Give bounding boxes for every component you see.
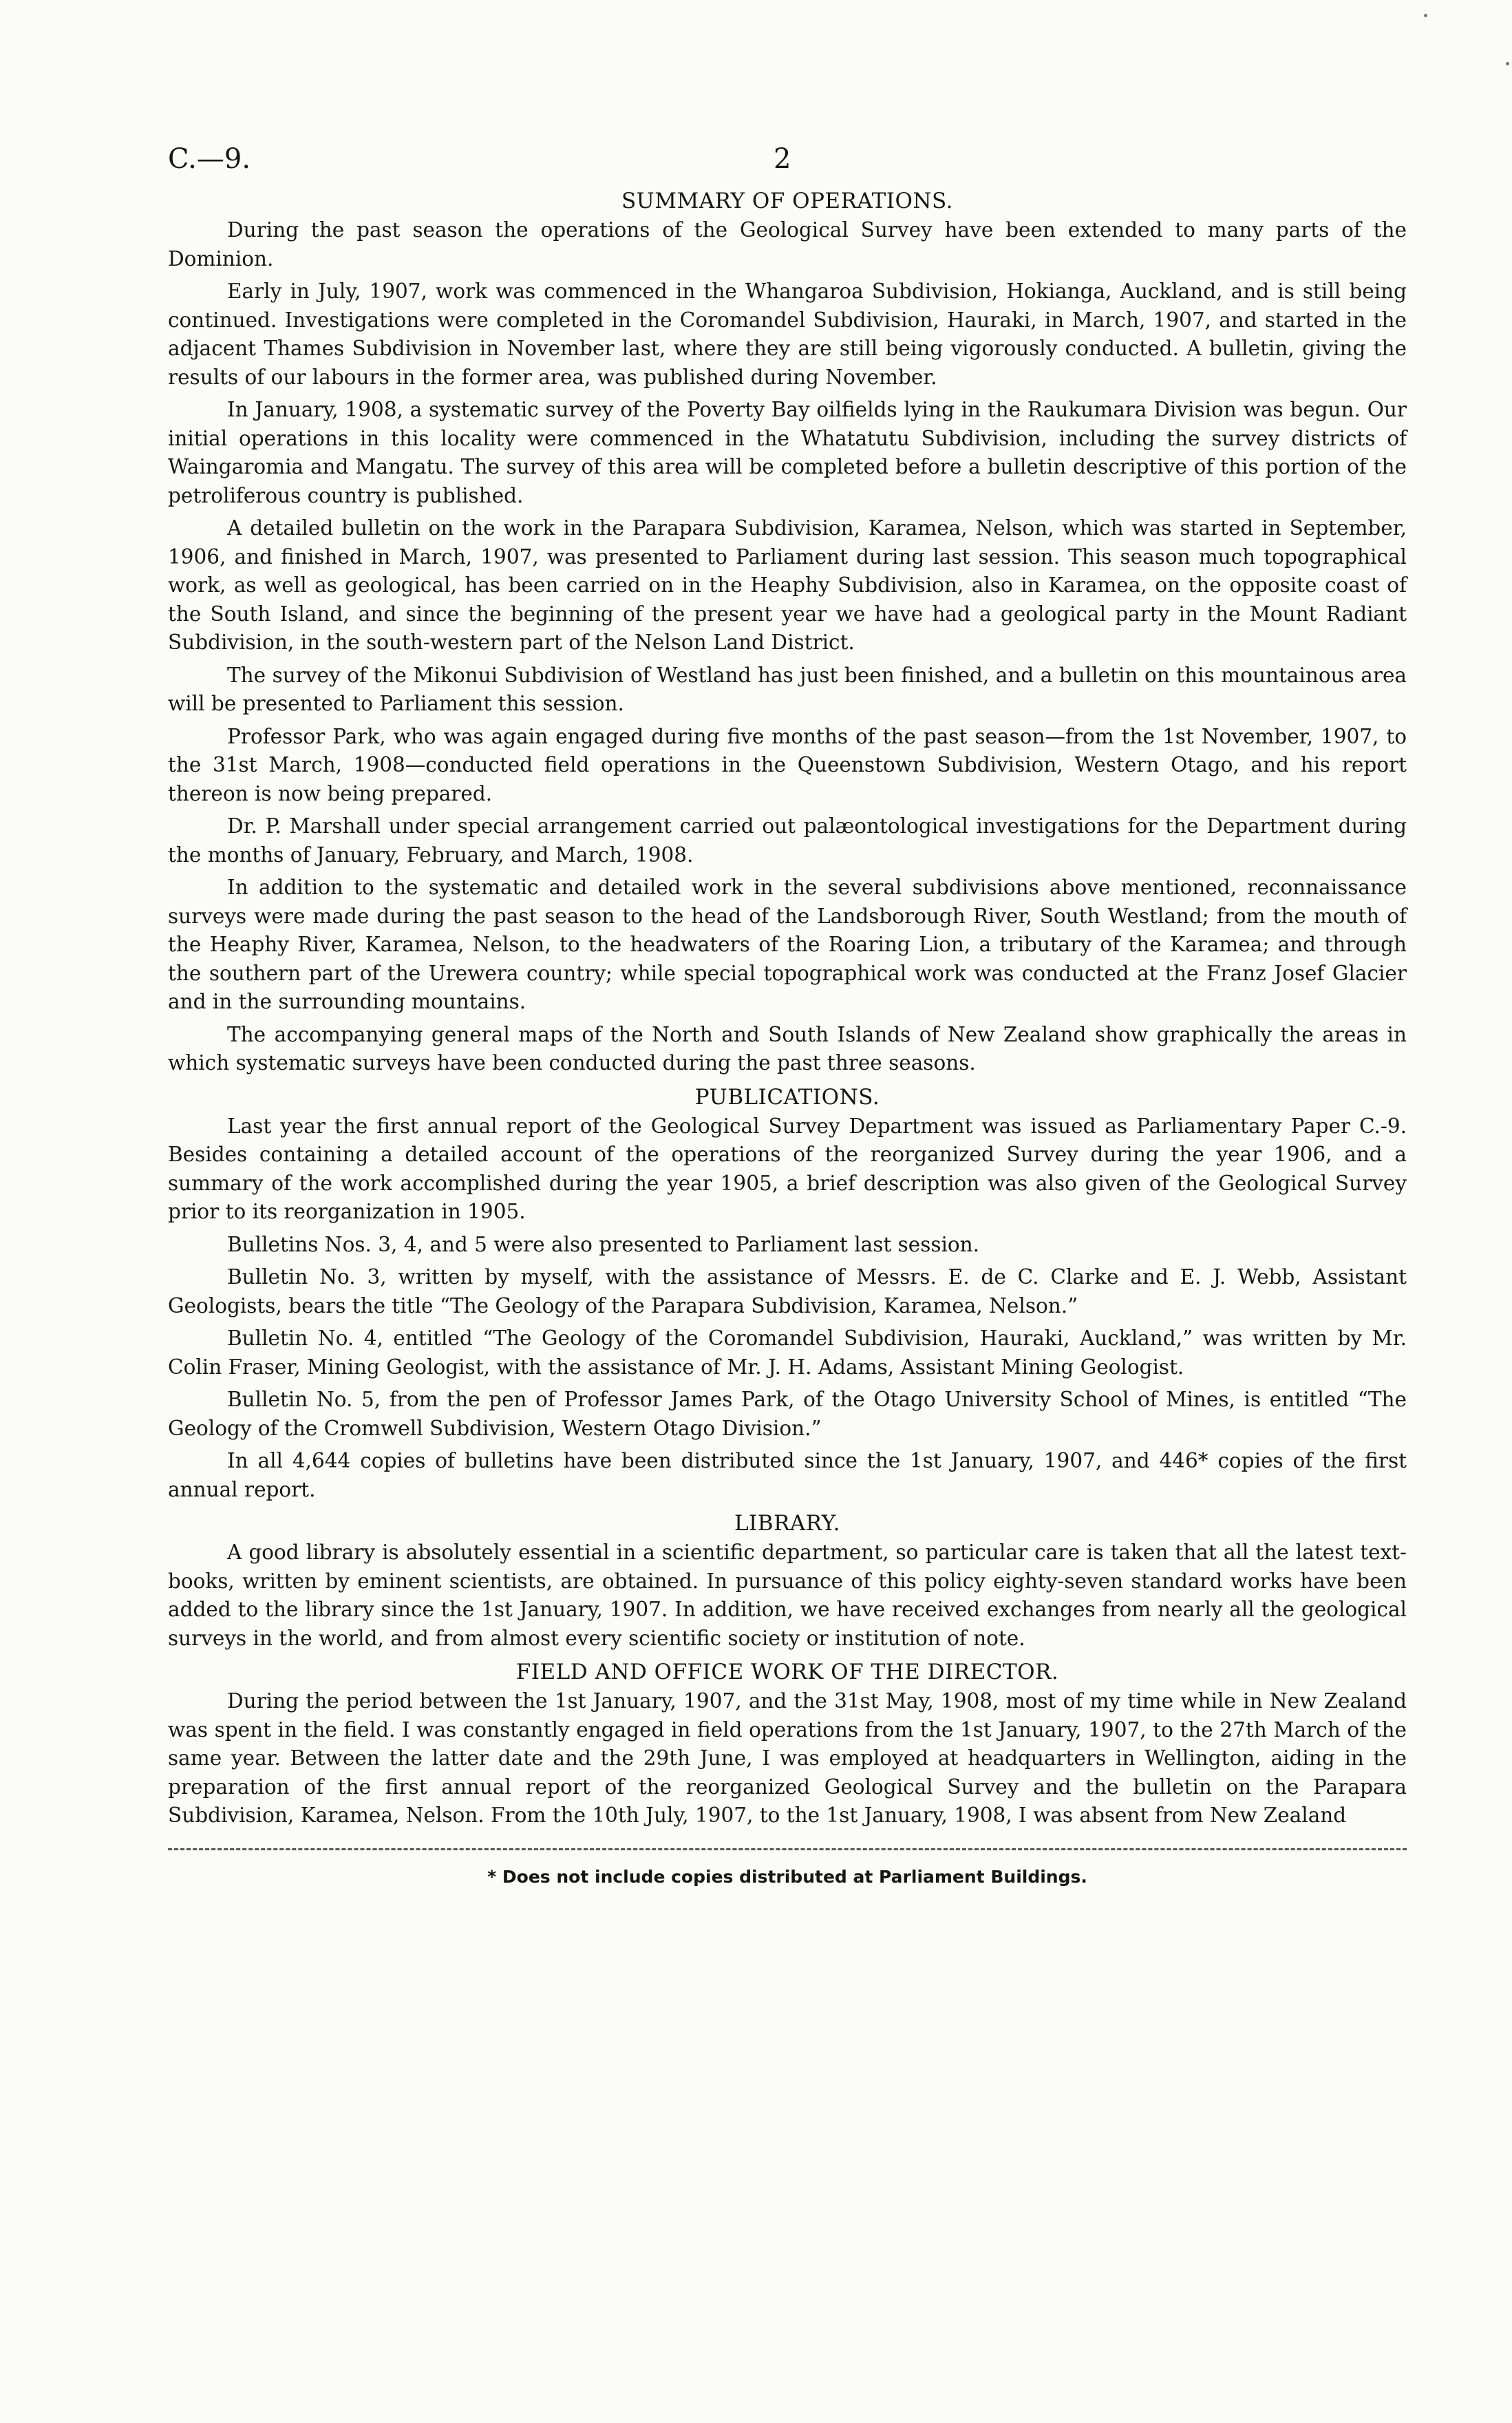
summary-section [168, 216, 1407, 1078]
document-reference: C.—9. [168, 143, 251, 175]
document-page [168, 131, 1407, 1887]
paragraph: Last year the first annual report of the Geological Survey Department was issued as Parliamentary Paper C.-9. Besides containing a detailed account of the operations of the reorganized Survey during the year 1906, and a summary of the work accomplished during the year 1905, a brief description was also given of the Geological Survey prior to its reorganization in 1905. [168, 1114, 1407, 1223]
paragraph: Bulletin No. 5, from the pen of Professor James Park, of the Otago University School of Mines, is entitled “The Geology of the Cromwell Subdivision, Western Otago Division.” [168, 1388, 1407, 1440]
paragraph: During the past season the operations of the Geological Survey have been extended to many parts of the Dominion. [168, 218, 1407, 271]
paragraph: Bulletin No. 4, entitled “The Geology of the Coromandel Subdivision, Hauraki, Auckland,” was written by Mr. Colin Fraser, Mining Geologist, with the assistance of Mr. J. H. Adams, Assistant Mining Geologist. [168, 1326, 1407, 1379]
scan-mark [1424, 14, 1427, 17]
paragraph: Professor Park, who was again engaged during five months of the past season—from the 1st November, 1907, to the 31st March, 1908—conducted field operations in the Queenstown Subdivision, Western Otago, and his report thereon is now being prepared. [168, 724, 1407, 805]
section-title-library: LIBRARY. [734, 1511, 841, 1536]
paragraph: Bulletins Nos. 3, 4, and 5 were also presented to Parliament last session. [227, 1232, 980, 1256]
paragraph: The accompanying general maps of the North and South Islands of New Zealand show graphically the areas in which systematic surveys have been conducted during the past three seasons. [168, 1022, 1407, 1075]
page-header [168, 131, 1407, 186]
footnote: * Does not include copies distributed at Parliament Buildings. [487, 1866, 1087, 1887]
section-title-director: FIELD AND OFFICE WORK OF THE DIRECTOR. [515, 1660, 1059, 1684]
section-title-publications: PUBLICATIONS. [694, 1084, 880, 1110]
paragraph: In January, 1908, a systematic survey of the Poverty Bay oilfields lying in the Raukumara Division was begun. Our initial operations in this locality were commenced in the Whatatutu Subdivision, including the survey districts of Waingaromia and Mangatu. The survey of this area will be completed before a bulletin descriptive of this portion of the petroliferous country is published. [168, 398, 1407, 507]
paragraph: Dr. P. Marshall under special arrangement carried out palæontological investigations for the Department during the months of January, February, and March, 1908. [168, 814, 1407, 867]
paragraph: In addition to the systematic and detailed work in the several subdivisions above mentioned, reconnaissance surveys were made during the past season to the head of the Landsborough River, South Westland; from the mouth of the Heaphy River, Karamea, Nelson, to the headwaters of the Roaring Lion, a tributary of the Karamea; and through the southern part of the Urewera country; while special topographical work was conducted at the Franz Josef Glacier and in the surrounding mountains. [168, 876, 1407, 1013]
footnote-rule [168, 1848, 1407, 1850]
scan-mark [1506, 62, 1509, 65]
library-section [168, 1538, 1407, 1653]
paragraph: A detailed bulletin on the work in the Parapara Subdivision, Karamea, Nelson, which was started in September, 1906, and finished in March, 1907, was presented to Parliament during last session. This season much topographical work, as well as geological, has been carried on in the Heaphy Subdivision, also in Karamea, on the opposite coast of the South Island, and since the beginning of the present year we have had a geological party in the Mount Radiant Subdivision, in the south-western part of the Nelson Land District. [168, 516, 1407, 654]
paragraph: Early in July, 1907, work was commenced in the Whangaroa Subdivision, Hokianga, Auckland, and is still being continued. Investigations were completed in the Coromandel Subdivision, Hauraki, in March, 1907, and started in the adjacent Thames Subdivision in November last, where they are still being vigorously conducted. A bulletin, giving the results of our labours in the former area, was published during November. [168, 279, 1407, 389]
paragraph: The survey of the Mikonui Subdivision of Westland has just been finished, and a bulletin on this mountainous area will be presented to Parliament this session. [168, 663, 1407, 715]
paragraph: In all 4,644 copies of bulletins have been distributed since the 1st January, 1907, and 446* copies of the first annual report. [168, 1449, 1407, 1501]
page-number: 2 [774, 143, 791, 175]
paragraph: A good library is absolutely essential in a scientific department, so particular care is taken that all the latest text-books, written by eminent scientists, are obtained. In pursuance of this policy eighty-seven standard works have been added to the library since the 1st January, 1907. In addition, we have received exchanges from nearly all the geological surveys in the world, and from almost every scientific society or institution of note. [168, 1541, 1407, 1650]
publications-section [168, 1112, 1407, 1505]
director-section [168, 1687, 1407, 1830]
paragraph: During the period between the 1st January, 1907, and the 31st May, 1908, most of my time while in New Zealand was spent in the field. I was constantly engaged in field operations from the 1st January, 1907, to the 27th March of the same year. Between the latter date and the 29th June, I was employed at headquarters in Wellington, aiding in the preparation of the first annual report of the reorganized Geological Survey and the bulletin on the Parapara Subdivision, Karamea, Nelson. From the 10th July, 1907, to the 1st January, 1908, I was absent from New Zealand [168, 1689, 1407, 1827]
section-title-summary: SUMMARY OF OPERATIONS. [621, 189, 954, 213]
paragraph: Bulletin No. 3, written by myself, with the assistance of Messrs. E. de C. Clarke and E. J. Webb, Assistant Geologists, bears the title “The Geology of the Parapara Subdivision, Karamea, Nelson.” [168, 1265, 1407, 1318]
